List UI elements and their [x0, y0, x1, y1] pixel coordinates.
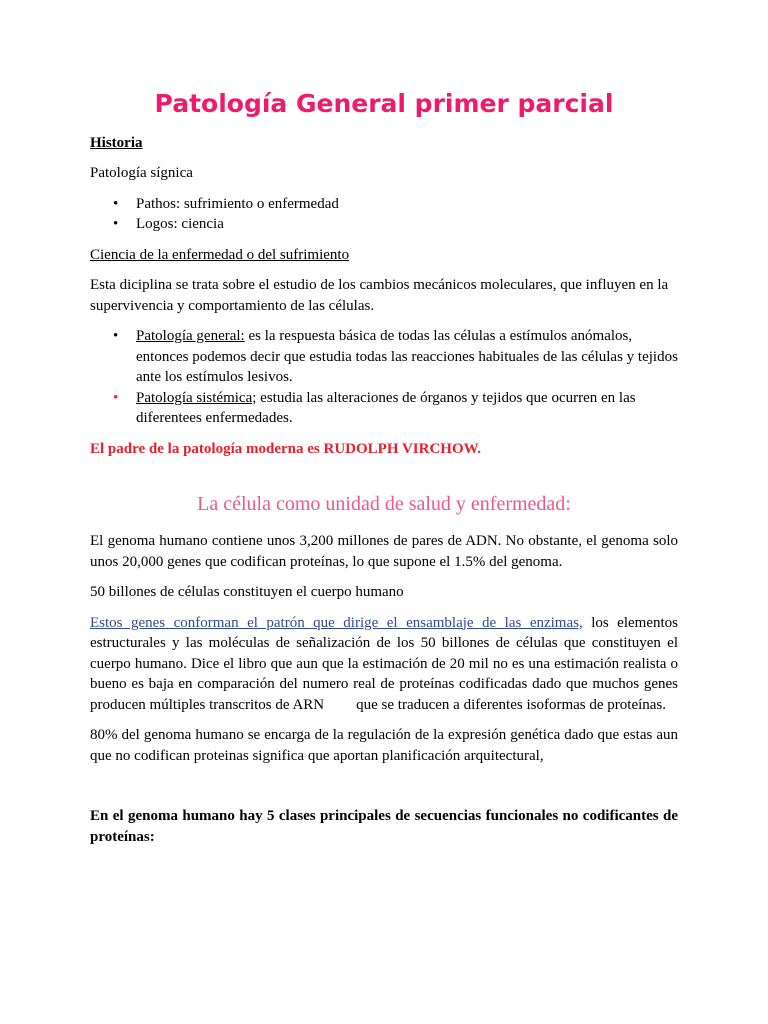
ciencia-heading: Ciencia de la enfermedad o del sufrimiento	[90, 246, 350, 263]
ochenta-paragraph: 80% del genoma humano se encarga de la regulación de la expresión genética dado que estas aun que no codifican proteinas significa que aportan planificación arquitectural,	[90, 727, 678, 764]
clases-paragraph: En el genoma humano hay 5 clases principales de secuencias funcionales no codificantes de proteínas:	[90, 808, 678, 845]
document-title: Patología General primer parcial	[154, 89, 614, 118]
term-patologia-general: Patología general:	[136, 328, 245, 344]
billones-paragraph: 50 billones de células constituyen el cuerpo humano	[90, 584, 404, 600]
genoma-paragraph: El genoma humano contiene unos 3,200 millones de pares de ADN. No obstante, el genoma solo unos 20,000 genes que codifican proteínas, lo que supone el 1.5% del genoma.	[90, 533, 678, 570]
list-item	[113, 326, 678, 388]
pathology-types-list	[90, 326, 678, 429]
historia-heading: Historia	[90, 134, 143, 151]
bullet-icon: •	[113, 328, 119, 344]
list-item	[113, 214, 678, 235]
genes-text-end: que se traducen a diferentes isoformas de proteínas.	[356, 696, 667, 713]
etymology-list	[90, 194, 678, 235]
genes-paragraph	[90, 613, 678, 716]
term-patologia-sistemica: Patología sistémica;	[136, 389, 257, 406]
genes-text: los elementos estructurales y las moléculas de señalización de los 50 billones de células que constituyen el cuerpo humano. Dice el libro que aun que la estimación de 20 mil no es una estimación realista o bueno es baja en comparación del numero real de proteínas codificadas dado que muchos genes producen múltiples transcritos de ARN	[90, 614, 678, 713]
term-definition: es la respuesta básica de todas las células a estímulos anómalos, entonces podemos decir que estudia todas las reacciones habituales de las células y tejidos ante los estímulos lesivos.	[136, 328, 678, 385]
list-item	[113, 388, 678, 429]
bullet-icon: •	[113, 195, 119, 212]
bullet-icon: •	[113, 216, 119, 232]
list-item	[113, 194, 678, 215]
document-page	[90, 88, 678, 857]
list-item-text: Logos: ciencia	[136, 216, 224, 232]
disciplina-paragraph: Esta diciplina se trata sobre el estudio de los cambios mecánicos moleculares, que influyen en la supervivencia y comportamiento de las células.	[90, 277, 669, 314]
patologia-signica-text: Patología sígnica	[90, 165, 193, 181]
genes-link[interactable]: Estos genes conforman el patrón que dirige el ensamblaje de las enzimas,	[90, 614, 583, 631]
padre-patologia-text: El padre de la patología moderna es RUDOLPH VIRCHOW.	[90, 440, 482, 457]
bullet-icon: •	[113, 389, 119, 406]
list-item-text: Pathos: sufrimiento o enfermedad	[136, 195, 339, 212]
term-definition: estudia las alteraciones de órganos y tejidos que ocurren en las diferentees enfermedades.	[136, 389, 636, 426]
section-heading: La célula como unidad de salud y enfermedad:	[197, 493, 571, 515]
